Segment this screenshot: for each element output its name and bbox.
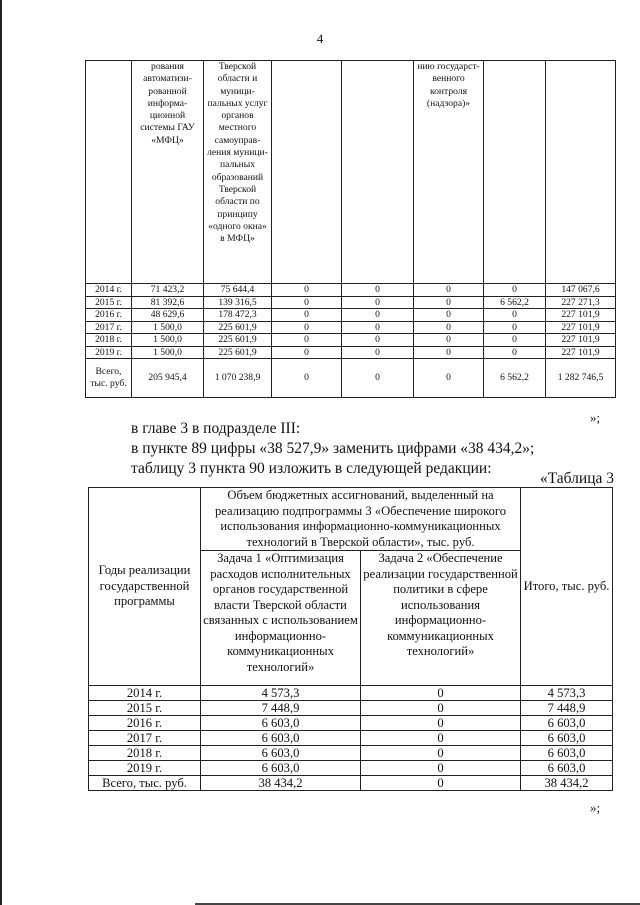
year-cell: 2019 г.: [86, 346, 132, 359]
task1-cell: 6 603,0: [201, 761, 361, 776]
funding-table-continued: [85, 60, 616, 398]
year-cell: 2015 г.: [89, 701, 201, 716]
task1-cell: 6 603,0: [201, 716, 361, 731]
header-task-1: Задача 1 «Оптимизация расходов исполнительных органов государственной власти Тверской области связанных с использованием информационно-коммуникационных технологий»: [201, 551, 361, 686]
table-row: [89, 731, 613, 746]
total-label-cell: Всего, тыс. руб.: [89, 776, 201, 791]
value-cell: 0: [484, 321, 546, 334]
value-cell: 0: [342, 309, 414, 322]
table-row: [86, 296, 616, 309]
value-cell: 0: [414, 334, 484, 347]
value-cell: 0: [272, 334, 342, 347]
header-cell: [272, 61, 342, 284]
grand-total-cell: 1 282 746,5: [546, 359, 616, 398]
header-budget-allocation: Объем бюджетных ассигнований, выделенный на реализацию подпрограммы 3 «Обеспечение широкого использования информационно-коммуникационных технологий в Тверской области», тыс. руб.: [201, 488, 521, 551]
table-row: [86, 321, 616, 334]
value-cell: 0: [342, 359, 414, 398]
total-label-cell: Всего, тыс. руб.: [86, 359, 132, 398]
total-cell: 227 101,9: [546, 309, 616, 322]
table-row: [89, 716, 613, 731]
year-cell: 2016 г.: [89, 716, 201, 731]
scan-edge-left: [0, 0, 2, 905]
value-cell: 0: [342, 284, 414, 297]
table-3: [88, 487, 613, 791]
value-cell: 1 500,0: [132, 346, 204, 359]
value-cell: 205 945,4: [132, 359, 204, 398]
value-cell: 0: [272, 296, 342, 309]
task2-cell: 0: [361, 686, 521, 701]
year-cell: 2017 г.: [89, 731, 201, 746]
year-cell: 2015 г.: [86, 296, 132, 309]
value-cell: 178 472,3: [204, 309, 272, 322]
year-cell: 2019 г.: [89, 761, 201, 776]
year-cell: 2014 г.: [89, 686, 201, 701]
total-cell: 227 101,9: [546, 321, 616, 334]
value-cell: 0: [342, 321, 414, 334]
table-row: [86, 284, 616, 297]
value-cell: 0: [484, 284, 546, 297]
table-row: [86, 309, 616, 322]
value-cell: 6 562,2: [484, 296, 546, 309]
header-cell-services: Тверской области и муници-пальных услуг органов местного самоуправ-ления муници-пальных образований Тверской области по принципу «одного окна» в МФЦ»: [204, 61, 272, 284]
value-cell: 71 423,2: [132, 284, 204, 297]
total-cell: 6 603,0: [521, 716, 613, 731]
paragraph-chapter-3: в главе 3 в подразделе III:: [131, 420, 301, 437]
value-cell: 225 601,9: [204, 334, 272, 347]
value-cell: 0: [484, 309, 546, 322]
table-total-row: [86, 359, 616, 398]
year-cell: 2016 г.: [86, 309, 132, 322]
value-cell: 6 562,2: [484, 359, 546, 398]
task2-cell: 0: [361, 776, 521, 791]
paragraph-item-90: таблицу 3 пункта 90 изложить в следующей редакции:: [131, 460, 492, 477]
value-cell: 0: [484, 346, 546, 359]
task2-cell: 0: [361, 746, 521, 761]
paragraph-item-89: в пункте 89 цифры «38 527,9» заменить цифрами «38 434,2»;: [131, 440, 535, 457]
table-row: [86, 346, 616, 359]
task2-cell: 0: [361, 761, 521, 776]
task1-cell: 38 434,2: [201, 776, 361, 791]
header-cell-state-control: нию государст-венного контроля (надзора)»: [414, 61, 484, 284]
task2-cell: 0: [361, 731, 521, 746]
page-number: 4: [316, 31, 324, 46]
table-row: [89, 761, 613, 776]
year-cell: 2018 г.: [89, 746, 201, 761]
value-cell: 0: [414, 321, 484, 334]
value-cell: 0: [272, 284, 342, 297]
total-cell: 6 603,0: [521, 731, 613, 746]
value-cell: 81 392,6: [132, 296, 204, 309]
value-cell: 1 500,0: [132, 334, 204, 347]
header-total: Итого, тыс. руб.: [521, 488, 613, 686]
total-cell: 4 573,3: [521, 686, 613, 701]
task1-cell: 7 448,9: [201, 701, 361, 716]
value-cell: 0: [272, 321, 342, 334]
header-cell: [546, 61, 616, 284]
value-cell: 0: [414, 296, 484, 309]
value-cell: 75 644,4: [204, 284, 272, 297]
header-years: Годы реализации государственной программы: [89, 488, 201, 686]
value-cell: 0: [342, 334, 414, 347]
task2-cell: 0: [361, 716, 521, 731]
task1-cell: 6 603,0: [201, 731, 361, 746]
task1-cell: 4 573,3: [201, 686, 361, 701]
table-header-row: [89, 488, 613, 551]
value-cell: 0: [272, 359, 342, 398]
year-cell: 2014 г.: [86, 284, 132, 297]
value-cell: 225 601,9: [204, 321, 272, 334]
header-task-2: Задача 2 «Обеспечение реализации государственной политики в сфере использования информационно-коммуникационных технологий»: [361, 551, 521, 686]
closing-quote-mark: »;: [590, 410, 601, 425]
value-cell: 0: [414, 359, 484, 398]
year-cell: 2018 г.: [86, 334, 132, 347]
header-cell: [86, 61, 132, 284]
grand-total-cell: 38 434,2: [521, 776, 613, 791]
table-header-row: [86, 61, 616, 284]
value-cell: 1 500,0: [132, 321, 204, 334]
closing-quote-mark: »;: [590, 800, 601, 815]
value-cell: 0: [342, 346, 414, 359]
value-cell: 0: [414, 309, 484, 322]
value-cell: 139 316,5: [204, 296, 272, 309]
value-cell: 0: [272, 346, 342, 359]
header-cell: [342, 61, 414, 284]
task2-cell: 0: [361, 701, 521, 716]
header-cell-gau-mfc: рования автоматизи-рованной информа-ционной системы ГАУ «МФЦ»: [132, 61, 204, 284]
task1-cell: 6 603,0: [201, 746, 361, 761]
value-cell: 1 070 238,9: [204, 359, 272, 398]
total-cell: 227 101,9: [546, 334, 616, 347]
value-cell: 0: [414, 284, 484, 297]
header-cell: [484, 61, 546, 284]
value-cell: 48 629,6: [132, 309, 204, 322]
value-cell: 0: [342, 296, 414, 309]
table-total-row: [89, 776, 613, 791]
total-cell: 6 603,0: [521, 746, 613, 761]
total-cell: 6 603,0: [521, 761, 613, 776]
table-row: [89, 701, 613, 716]
value-cell: 0: [272, 309, 342, 322]
value-cell: 225 601,9: [204, 346, 272, 359]
table-row: [89, 746, 613, 761]
value-cell: 0: [484, 334, 546, 347]
total-cell: 227 271,3: [546, 296, 616, 309]
table-row: [89, 686, 613, 701]
value-cell: 0: [414, 346, 484, 359]
table-caption: «Таблица 3: [539, 470, 614, 487]
total-cell: 7 448,9: [521, 701, 613, 716]
year-cell: 2017 г.: [86, 321, 132, 334]
table-row: [86, 334, 616, 347]
total-cell: 227 101,9: [546, 346, 616, 359]
total-cell: 147 067,6: [546, 284, 616, 297]
